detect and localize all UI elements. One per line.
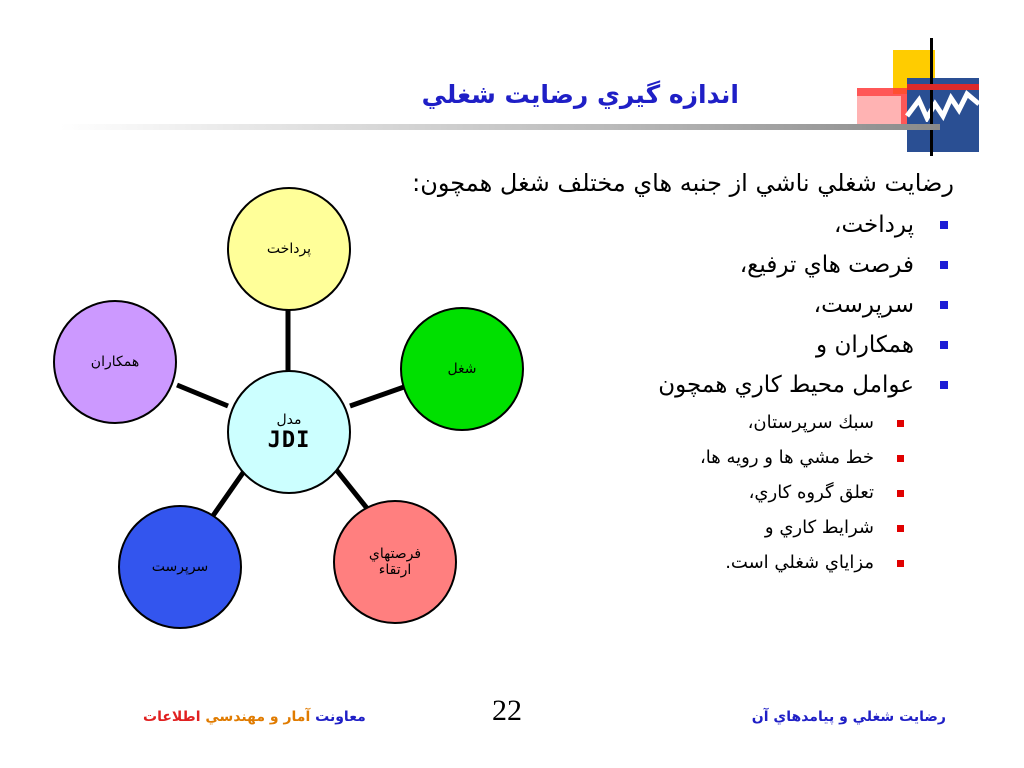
node-coworkers [53,300,177,424]
node-coworkers-label: همكاران [90,354,140,370]
header-divider [60,124,940,130]
footer-organization [143,709,366,725]
sub-bullet-text: تعلق گروه كاري، [748,482,874,503]
node-pay [227,187,351,311]
node-pay-label: پرداخت [266,241,312,257]
square-bullet-icon [940,341,948,349]
sub-bullet-text: مزاياي شغلي است. [725,552,874,573]
red-square-bullet-icon [897,420,904,427]
bullet-text: فرصت هاي ترفيع، [739,252,914,278]
sub-bullet-list [394,405,912,580]
bullet-item [394,245,954,285]
node-center-jdi [227,370,351,494]
sub-bullet-item [394,440,912,475]
red-square-bullet-icon [897,490,904,497]
red-square-bullet-icon [897,525,904,532]
slide-title: اندازه گيري رضايت شغلي [421,80,739,109]
node-supervisor-label: سرپرست [151,559,209,575]
center-subtitle: مدل [276,411,302,428]
sub-bullet-text: خط مشي ها و رويه ها، [699,447,874,468]
node-promotion-label-1: فرصتهاي [368,546,422,562]
footer-org-part-2: آمار و مهندسي [205,709,311,725]
bullet-item [394,325,954,365]
footer-topic: رضايت شغلي و پيامدهاي آن [751,709,946,725]
footer-org-part-3: اطلاعات [143,709,201,725]
square-bullet-icon [940,221,948,229]
square-bullet-icon [940,301,948,309]
node-supervisor [118,505,242,629]
sub-bullet-item [394,545,912,580]
red-square-bullet-icon [897,455,904,462]
bullet-item [394,365,954,405]
sub-bullet-text: شرايط كاري و [764,517,874,538]
bullet-text: عوامل محيط كاري همچون [658,372,914,398]
center-title: JDI [267,427,311,453]
red-square-bullet-icon [897,560,904,567]
bullet-content [394,165,954,580]
bullet-text: همكاران و [816,332,914,358]
bullet-list [394,205,954,405]
footer-org-part-1: معاونت [315,709,366,725]
bullet-item [394,205,954,245]
square-bullet-icon [940,261,948,269]
logo-icon [855,38,980,158]
sub-bullet-item [394,405,912,440]
bullet-text: سرپرست، [813,292,914,318]
bullet-text: پرداخت، [834,212,914,238]
sub-bullet-text: سبك سرپرستان، [747,412,874,433]
sub-bullet-item [394,475,912,510]
bullet-item [394,285,954,325]
sub-bullet-item [394,510,912,545]
page-number: 22 [492,694,522,727]
node-job-label: شغل [447,361,477,377]
node-promotion-label-2: ارتقاء [378,562,412,578]
square-bullet-icon [940,381,948,389]
intro-text: رضايت شغلي ناشي از جنبه هاي مختلف شغل همچون: [412,169,954,197]
